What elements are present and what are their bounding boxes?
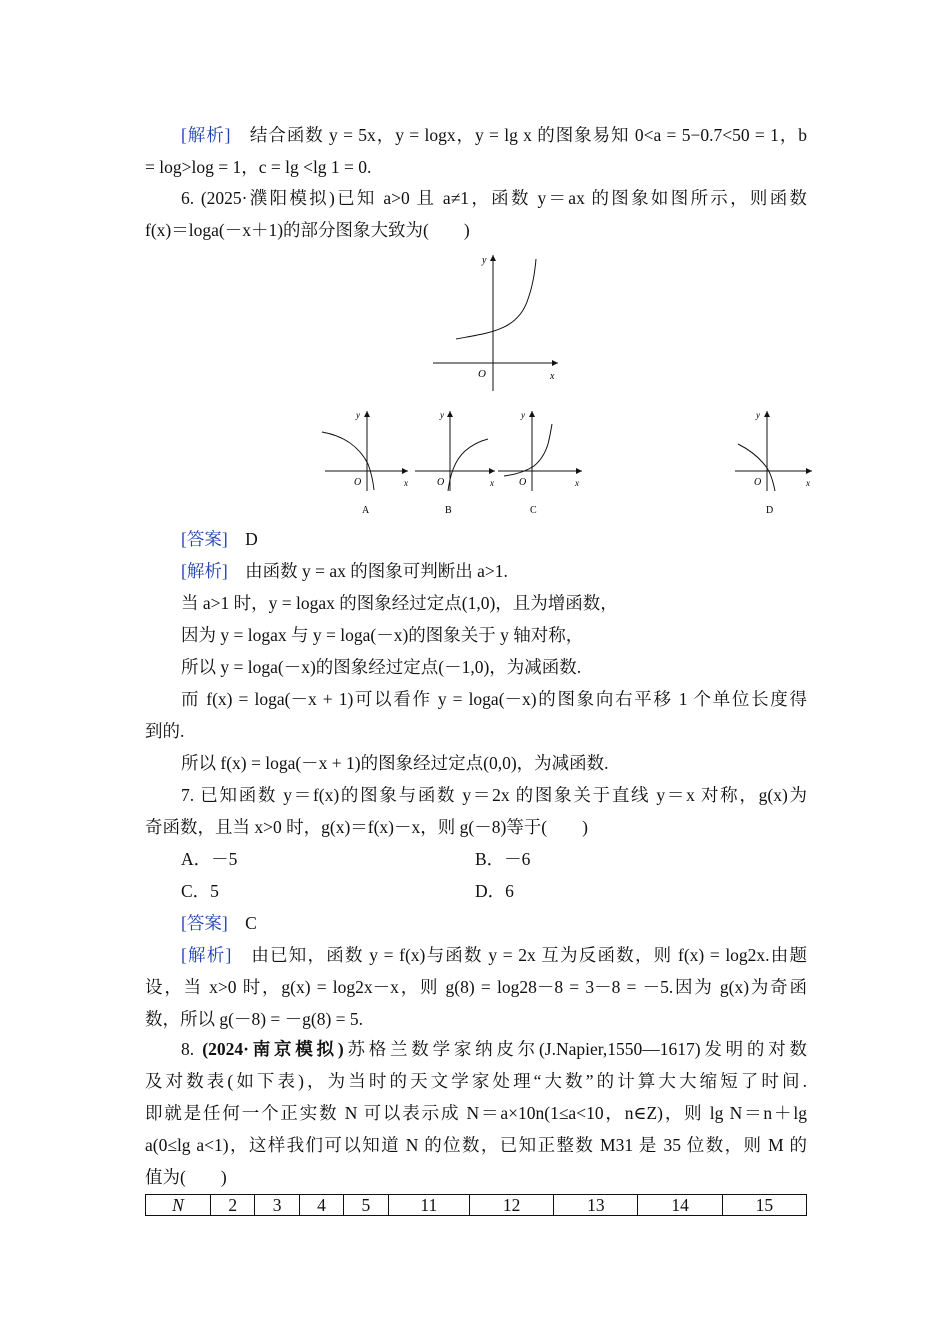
option-c-graph[interactable]: [498, 410, 582, 516]
q6-analysis-line-7: 所以 f(x) = loga(－x + 1)的图象经过定点(0,0)，为减函数.: [181, 753, 609, 773]
origin-label: O: [478, 368, 486, 380]
option-d-label: D: [766, 505, 774, 516]
q6-analysis-line-2: 当 a>1 时，y = logax 的图象经过定点(1,0)，且为增函数，: [181, 593, 618, 613]
q6-option-graphs: [320, 406, 820, 518]
question-source: (2025·濮阳模拟): [200, 188, 335, 208]
q6-stem-line-1: 6. (2025·濮阳模拟)已知 a>0 且 a≠1，函数 y＝ax 的图象如图所示，则函数: [181, 188, 808, 208]
option-b-curve: [448, 439, 488, 491]
x-label: x: [550, 371, 555, 382]
x-axis-arrow: [489, 468, 495, 474]
option-b-label: B: [445, 505, 452, 516]
q7-answer-line: [答案] C: [181, 913, 257, 933]
q7-stem-line-2: 奇函数，且当 x>0 时，g(x)＝f(x)－x，则 g(－8)等于( ): [145, 817, 588, 837]
question-source: (2024·南京模拟): [202, 1039, 344, 1059]
y-label: y: [440, 410, 444, 420]
q6-stem-line-2: f(x)＝loga(－x＋1)的部分图象大致为( ): [145, 220, 470, 240]
q6-main-graph: [428, 251, 563, 396]
y-label: y: [356, 410, 360, 420]
table-cell: 14: [638, 1195, 722, 1216]
q7-option-d[interactable]: D．6: [475, 881, 514, 901]
x-label: x: [490, 478, 494, 488]
q6-analysis-line-1: [解析] 由函数 y = ax 的图象可判断出 a>1.: [181, 561, 508, 581]
q7-stem-line-1: 7. 已知函数 y＝f(x)的图象与函数 y＝2x 的图象关于直线 y＝x 对称，g(x)为: [181, 785, 808, 805]
q7-analysis-line-2: 设，当 x>0 时，g(x) = log2x－x，则 g(8) = log28－8 = 3－8 = －5.因为 g(x)为奇函: [145, 977, 807, 997]
origin-label: O: [519, 477, 527, 488]
q8-stem-line-3: 即就是任何一个正实数 N 可以表示成 N＝a×10n(1≤a<10，n∈Z)，则 lg N＝n＋lg: [145, 1103, 807, 1123]
y-axis-arrow: [764, 411, 770, 417]
q6-analysis-line-5: 而 f(x) = loga(－x + 1)可以看作 y = loga(－x)的图象向右平移 1 个单位长度得: [181, 689, 807, 709]
x-label: x: [404, 478, 408, 488]
q7-option-b[interactable]: B．－6: [475, 849, 531, 869]
x-axis-arrow: [576, 468, 582, 474]
y-axis-arrow: [529, 411, 535, 417]
table-cell: 13: [554, 1195, 638, 1216]
q6-answer-line: [181, 526, 258, 552]
q5-analysis-line-2: = log>log = 1，c = lg <lg 1 = 0.: [145, 157, 372, 177]
exponential-curve: [456, 259, 536, 339]
q7-analysis-line-1: [解析] 由已知，函数 y = f(x)与函数 y = 2x 互为反函数，则 f(x) = log2x.由题: [181, 945, 808, 965]
origin-label: O: [354, 477, 362, 488]
origin-label: O: [437, 477, 445, 488]
q7-option-a[interactable]: A．－5: [181, 849, 238, 869]
y-axis-arrow: [490, 255, 496, 261]
table-cell: 2: [211, 1195, 255, 1216]
origin-label: O: [754, 477, 762, 488]
table-cell: 3: [255, 1195, 299, 1216]
q8-stem-line-5: 值为( ): [145, 1167, 227, 1187]
table-header-cell: N: [146, 1195, 211, 1216]
x-axis-arrow: [402, 468, 408, 474]
q7-analysis-line-3: 数，所以 g(－8) = －g(8) = 5.: [145, 1009, 364, 1029]
table-cell: 12: [469, 1195, 553, 1216]
q6-analysis-line-4: 所以 y = loga(－x)的图象经过定点(－1,0)，为减函数.: [181, 657, 582, 677]
option-d-graph[interactable]: [735, 410, 812, 516]
x-axis-arrow: [552, 360, 558, 366]
q5-analysis-line-1: [解析] 结合函数 y = 5x，y = logx，y = lg x 的图象易知 0<a = 5−0.7<50 = 1，b: [181, 125, 808, 145]
x-label: x: [575, 478, 579, 488]
answer-value: C: [245, 913, 257, 933]
option-b-graph[interactable]: [415, 410, 495, 516]
analysis-tag: [解析]: [181, 125, 231, 145]
q6-analysis-line-6: 到的.: [145, 721, 185, 741]
question-number: 8.: [181, 1039, 195, 1059]
table-row: [146, 1195, 807, 1216]
question-number: 6.: [181, 188, 195, 208]
table-cell: 15: [722, 1195, 806, 1216]
table-cell: 4: [299, 1195, 343, 1216]
y-label: y: [756, 410, 760, 420]
y-label: y: [482, 255, 487, 266]
y-axis-arrow: [364, 411, 370, 417]
option-a-graph[interactable]: [322, 410, 408, 516]
x-label: x: [806, 478, 810, 488]
option-a-curve: [322, 432, 374, 490]
x-axis-arrow: [806, 468, 812, 474]
q8-stem-line-4: a(0≤lg a<1)，这样我们可以知道 N 的位数，已知正整数 M31 是 35 位数，则 M 的: [145, 1135, 807, 1155]
answer-tag: [答案]: [181, 529, 228, 549]
q8-stem-line-2: 及对数表(如下表)，为当时的天文学家处理“大数”的计算大大缩短了时间.: [145, 1071, 807, 1091]
option-c-label: C: [530, 505, 537, 516]
q6-analysis-line-3: 因为 y = logax 与 y = loga(－x)的图象关于 y 轴对称，: [181, 625, 584, 645]
option-a-label: A: [362, 505, 370, 516]
y-axis-arrow: [447, 411, 453, 417]
answer-value: D: [245, 529, 258, 549]
question-number: 7.: [181, 785, 195, 805]
option-c-curve: [504, 424, 552, 476]
table-cell: 11: [388, 1195, 469, 1216]
log-table: [145, 1194, 807, 1216]
q8-stem-line-1: 8. (2024·南京模拟)苏格兰数学家纳皮尔(J.Napier,1550—1617)发明的对数: [181, 1039, 807, 1059]
q7-option-c[interactable]: C．5: [181, 881, 219, 901]
y-label: y: [521, 410, 525, 420]
table-cell: 5: [344, 1195, 388, 1216]
